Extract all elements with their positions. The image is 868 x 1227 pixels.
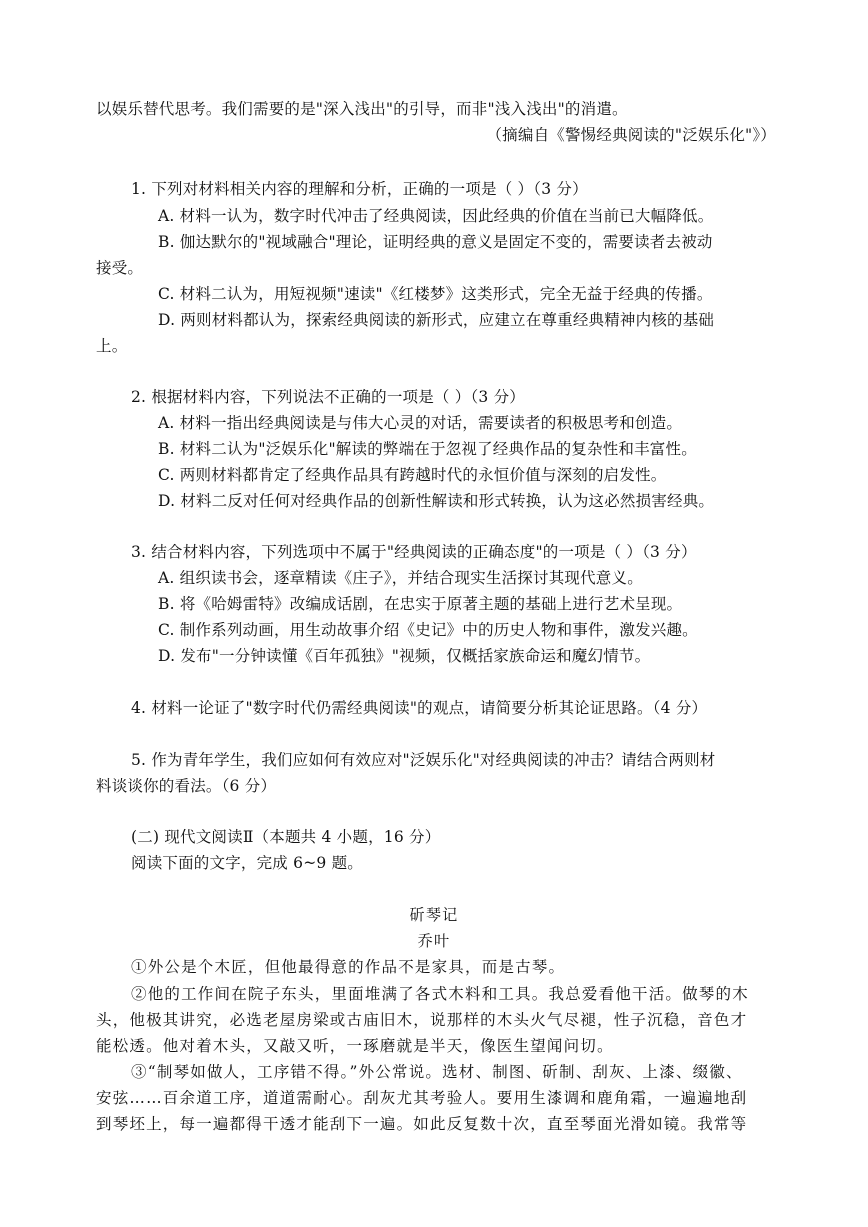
question-3-option-d: D. 发布"一分钟读懂《百年孤独》"视频，仅概括家族命运和魔幻情节。 xyxy=(158,647,651,665)
question-2-option-d: D. 材料二反对任何对经典作品的创新性解读和形式转换，认为这必然损害经典。 xyxy=(158,492,715,510)
story-author: 乔叶 xyxy=(417,932,451,950)
section-heading: (二) 现代文阅读Ⅱ（本题共 4 小题，16 分） xyxy=(131,828,441,846)
question-2-stem: 2. 根据材料内容，下列说法不正确的一项是（ ）（3 分） xyxy=(131,388,525,406)
question-2-option-b: B. 材料二认为"泛娱乐化"解读的弊端在于忽视了经典作品的复杂性和丰富性。 xyxy=(158,440,697,458)
story-title: 斫琴记 xyxy=(409,906,459,924)
question-4-stem: 4. 材料一论证了"数字时代仍需经典阅读"的观点，请简要分析其论证思路。（4 分） xyxy=(131,699,708,717)
question-1-stem: 1. 下列对材料相关内容的理解和分析，正确的一项是（ ）（3 分） xyxy=(131,180,588,198)
question-2-option-c: C. 两则材料都肯定了经典作品具有跨越时代的永恒价值与深刻的启发性。 xyxy=(158,466,667,484)
question-3-stem: 3. 结合材料内容，下列选项中不属于"经典阅读的正确态度"的一项是（ ）（3 分） xyxy=(131,543,697,561)
question-1-option-b-cont: 接受。 xyxy=(96,259,144,277)
question-3-option-a: A. 组织读书会，逐章精读《庄子》，并结合现实生活探讨其现代意义。 xyxy=(158,569,643,587)
source-citation: （摘编自《警惕经典阅读的"泛娱乐化"》） xyxy=(486,126,776,144)
section-instruction: 阅读下面的文字，完成 6~9 题。 xyxy=(131,854,363,872)
story-paragraph-2-line-1: ②他的工作间在院子东头，里面堆满了各式木料和工具。我总爱看他干活。做琴的木 xyxy=(131,985,749,1003)
story-paragraph-3-line-3: 到琴坯上，每一遍都得干透才能刮下一遍。如此反复数十次，直至琴面光滑如镜。我常等 xyxy=(96,1115,748,1133)
story-paragraph-2-line-3: 能松透。他对着木头，又敲又听，一琢磨就是半天，像医生望闻问切。 xyxy=(96,1037,614,1055)
question-1-option-a: A. 材料一认为，数字时代冲击了经典阅读，因此经典的价值在当前已大幅降低。 xyxy=(158,207,714,225)
question-2-option-a: A. 材料一指出经典阅读是与伟大心灵的对话，需要读者的积极思考和创造。 xyxy=(158,414,683,432)
question-3-option-c: C. 制作系列动画，用生动故事介绍《史记》中的历史人物和事件，激发兴趣。 xyxy=(158,621,698,639)
intro-text: 以娱乐替代思考。我们需要的是"深入浅出"的引导，而非"浅入浅出"的消遣。 xyxy=(96,100,628,118)
question-1-option-b: B. 伽达默尔的"视域融合"理论，证明经典的意义是固定不变的，需要读者去被动 xyxy=(158,233,713,251)
question-1-option-d: D. 两则材料都认为，探索经典阅读的新形式，应建立在尊重经典精神内核的基础 xyxy=(158,311,715,329)
story-paragraph-2-line-2: 头，他极其讲究，必选老屋房梁或古庙旧木，说那样的木头火气尽褪，性子沉稳，音色才 xyxy=(96,1011,748,1029)
question-1-option-d-cont: 上。 xyxy=(96,337,128,355)
question-1-option-c: C. 材料二认为，用短视频"速读"《红楼梦》这类形式，完全无益于经典的传播。 xyxy=(158,285,713,303)
story-paragraph-3-line-2: 安弦……百余道工序，道道需耐心。刮灰尤其考验人。要用生漆调和鹿角霜，一遍遍地刮 xyxy=(96,1089,748,1107)
story-paragraph-3-line-1: ③“制琴如做人，工序错不得。”外公常说。选材、制图、斫制、刮灰、上漆、缀徽、 xyxy=(131,1063,743,1081)
question-3-option-b: B. 将《哈姆雷特》改编成话剧，在忠实于原著主题的基础上进行艺术呈现。 xyxy=(158,595,683,613)
question-5-stem: 5. 作为青年学生，我们应如何有效应对"泛娱乐化"对经典阅读的冲击？请结合两则材 xyxy=(131,751,716,769)
story-paragraph-1: ①外公是个木匠，但他最得意的作品不是家具，而是古琴。 xyxy=(131,958,566,976)
question-5-stem-cont: 料谈谈你的看法。（6 分） xyxy=(96,777,277,795)
